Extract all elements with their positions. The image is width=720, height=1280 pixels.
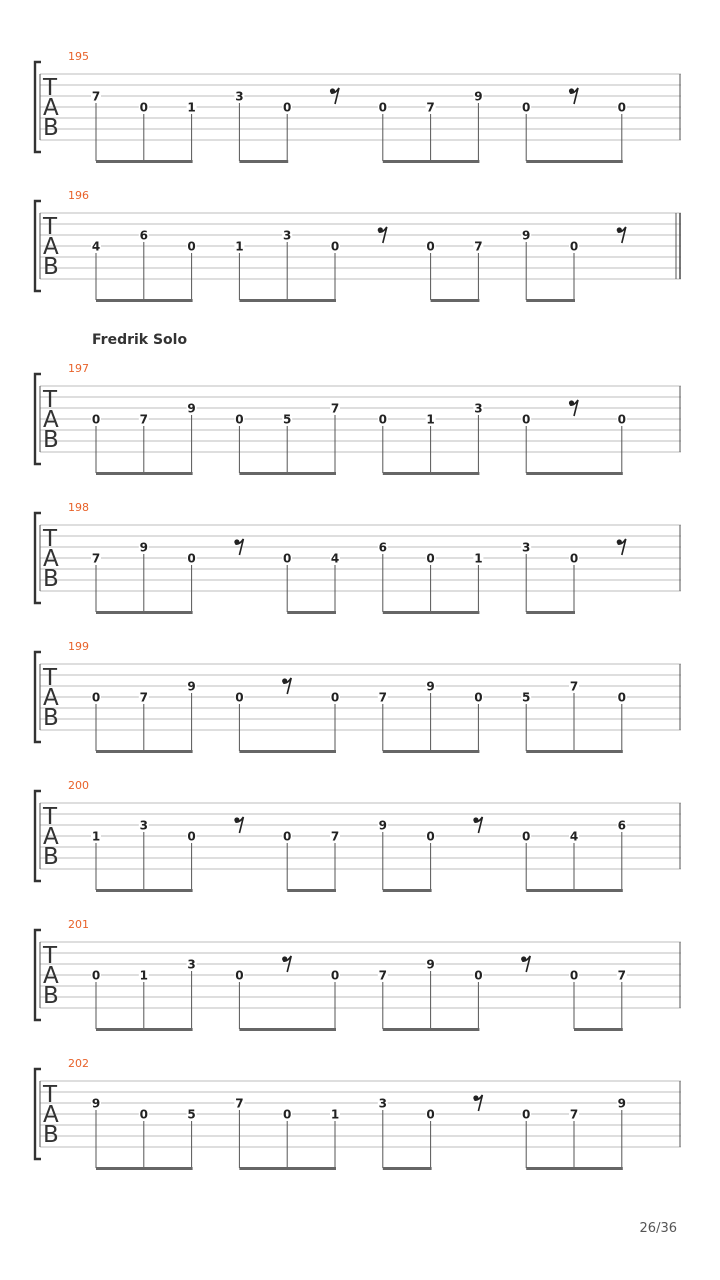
page-number: 26/36: [639, 1221, 677, 1236]
beam: [96, 1028, 193, 1031]
tab-staff: [0, 50, 720, 180]
measure-number: 202: [68, 1057, 89, 1070]
fret-number: 0: [522, 412, 531, 427]
fret-number: 0: [569, 551, 579, 566]
beam: [526, 472, 623, 475]
fret-number: 0: [235, 968, 244, 983]
measure-number: 195: [68, 50, 89, 63]
fret-number: 7: [91, 89, 101, 104]
tab-clef-letter: A: [43, 685, 59, 711]
fret-number: 9: [426, 957, 435, 972]
fret-number: 6: [139, 228, 148, 243]
tab-clef-letter: A: [43, 963, 59, 989]
beam: [96, 299, 193, 302]
tab-clef-letter: T: [43, 526, 58, 552]
tab-clef-letter: A: [43, 1102, 59, 1128]
beam: [287, 889, 336, 892]
fret-number: 9: [474, 89, 483, 104]
fret-number: 0: [187, 829, 196, 844]
fret-number: 0: [91, 412, 101, 427]
tab-clef-letter: B: [43, 115, 59, 141]
fret-number: 1: [187, 100, 196, 115]
measure-number: 201: [68, 918, 89, 931]
tab-staff: [0, 918, 720, 1048]
fret-number: 0: [187, 551, 196, 566]
tab-system: [0, 50, 720, 180]
measure-number: 198: [68, 501, 89, 514]
beam: [383, 160, 480, 163]
tab-clef-letter: B: [43, 427, 59, 453]
measure-number: 199: [68, 640, 89, 653]
section-title: Fredrik Solo: [92, 332, 188, 348]
beam: [383, 611, 480, 614]
tab-clef-letter: B: [43, 705, 59, 731]
tab-clef-letter: B: [43, 844, 59, 870]
tab-clef-letter: A: [43, 824, 59, 850]
fret-number: 0: [617, 412, 626, 427]
fret-number: 7: [569, 679, 579, 694]
fret-number: 0: [426, 239, 435, 254]
fret-number: 7: [617, 968, 626, 983]
fret-number: 7: [139, 412, 148, 427]
fret-number: 7: [139, 690, 148, 705]
fret-number: 7: [426, 100, 435, 115]
beam: [431, 299, 480, 302]
tab-clef-letter: B: [43, 983, 59, 1009]
beam: [96, 611, 193, 614]
fret-number: 3: [187, 957, 196, 972]
beam: [239, 1167, 336, 1170]
fret-number: 0: [474, 690, 483, 705]
fret-number: 1: [474, 551, 483, 566]
fret-number: 9: [187, 679, 196, 694]
beam: [96, 1167, 193, 1170]
tab-system: [0, 501, 720, 631]
beam: [383, 750, 480, 753]
beam: [526, 611, 575, 614]
beam: [96, 472, 193, 475]
fret-number: 9: [522, 228, 531, 243]
tab-clef-letter: A: [43, 407, 59, 433]
fret-number: 0: [569, 239, 579, 254]
beam: [96, 750, 193, 753]
tab-clef-letter: T: [43, 804, 58, 830]
tab-clef-letter: T: [43, 1082, 58, 1108]
fret-number: 0: [569, 968, 579, 983]
measure-number: 197: [68, 362, 89, 375]
fret-number: 0: [426, 1107, 435, 1122]
fret-number: 1: [330, 1107, 340, 1122]
fret-number: 3: [139, 818, 148, 833]
tab-staff: [0, 189, 720, 319]
tab-system: [0, 1057, 720, 1187]
fret-number: 0: [426, 829, 435, 844]
tab-clef-letter: T: [43, 943, 58, 969]
fret-number: 0: [522, 100, 531, 115]
fret-number: 9: [91, 1096, 101, 1111]
fret-number: 3: [474, 401, 483, 416]
tab-clef-letter: T: [43, 665, 58, 691]
beam: [239, 472, 336, 475]
tab-clef-letter: B: [43, 254, 59, 280]
fret-number: 7: [378, 968, 387, 983]
tab-staff: [0, 779, 720, 909]
fret-number: 0: [522, 829, 531, 844]
tab-clef-letter: A: [43, 546, 59, 572]
fret-number: 0: [522, 1107, 531, 1122]
fret-number: 0: [91, 968, 101, 983]
fret-number: 1: [91, 829, 101, 844]
fret-number: 0: [426, 551, 435, 566]
fret-number: 0: [91, 690, 101, 705]
tab-clef-letter: B: [43, 566, 59, 592]
fret-number: 3: [522, 540, 531, 555]
fret-number: 7: [330, 829, 340, 844]
beam: [383, 1167, 432, 1170]
beam: [239, 160, 288, 163]
beam: [239, 750, 336, 753]
tab-staff: [0, 362, 720, 492]
tab-clef-letter: A: [43, 95, 59, 121]
tab-system: [0, 779, 720, 909]
beam: [383, 889, 432, 892]
beam: [526, 889, 623, 892]
tab-staff: [0, 1057, 720, 1187]
beam: [526, 1167, 623, 1170]
fret-number: 0: [283, 1107, 292, 1122]
tab-clef-letter: T: [43, 214, 58, 240]
beam: [526, 299, 575, 302]
tab-staff: [0, 501, 720, 631]
fret-number: 5: [522, 690, 531, 705]
fret-number: 0: [139, 1107, 148, 1122]
beam: [96, 889, 193, 892]
tab-system: [0, 189, 720, 319]
fret-number: 3: [235, 89, 244, 104]
fret-number: 0: [330, 239, 340, 254]
beam: [383, 472, 480, 475]
fret-number: 0: [617, 100, 626, 115]
tab-clef-letter: B: [43, 1122, 59, 1148]
beam: [287, 611, 336, 614]
fret-number: 4: [330, 551, 340, 566]
measure-number: 200: [68, 779, 89, 792]
fret-number: 0: [187, 239, 196, 254]
fret-number: 1: [139, 968, 148, 983]
beam: [383, 1028, 480, 1031]
fret-number: 5: [187, 1107, 196, 1122]
fret-number: 0: [283, 551, 292, 566]
tab-clef-letter: T: [43, 75, 58, 101]
beam: [526, 750, 623, 753]
measure-number: 196: [68, 189, 89, 202]
tab-system: [0, 362, 720, 492]
fret-number: 9: [617, 1096, 626, 1111]
fret-number: 4: [91, 239, 101, 254]
fret-number: 0: [139, 100, 148, 115]
fret-number: 0: [235, 412, 244, 427]
beam: [574, 1028, 623, 1031]
fret-number: 9: [378, 818, 387, 833]
beam: [96, 160, 193, 163]
fret-number: 1: [235, 239, 244, 254]
beam: [239, 299, 336, 302]
fret-number: 9: [187, 401, 196, 416]
fret-number: 7: [378, 690, 387, 705]
fret-number: 9: [139, 540, 148, 555]
fret-number: 0: [235, 690, 244, 705]
fret-number: 1: [426, 412, 435, 427]
beam: [239, 1028, 336, 1031]
fret-number: 0: [617, 690, 626, 705]
fret-number: 0: [330, 968, 340, 983]
fret-number: 3: [378, 1096, 387, 1111]
fret-number: 3: [283, 228, 292, 243]
tab-system: [0, 640, 720, 770]
fret-number: 7: [235, 1096, 244, 1111]
fret-number: 0: [283, 100, 292, 115]
fret-number: 0: [330, 690, 340, 705]
fret-number: 9: [426, 679, 435, 694]
fret-number: 7: [569, 1107, 579, 1122]
fret-number: 0: [378, 100, 387, 115]
fret-number: 0: [283, 829, 292, 844]
fret-number: 6: [378, 540, 387, 555]
fret-number: 6: [617, 818, 626, 833]
fret-number: 0: [378, 412, 387, 427]
fret-number: 5: [283, 412, 292, 427]
fret-number: 0: [474, 968, 483, 983]
fret-number: 7: [91, 551, 101, 566]
beam: [526, 160, 623, 163]
fret-number: 7: [474, 239, 483, 254]
tab-staff: [0, 640, 720, 770]
fret-number: 4: [569, 829, 579, 844]
tab-clef-letter: A: [43, 234, 59, 260]
fret-number: 7: [330, 401, 340, 416]
tab-clef-letter: T: [43, 387, 58, 413]
tab-system: [0, 918, 720, 1048]
